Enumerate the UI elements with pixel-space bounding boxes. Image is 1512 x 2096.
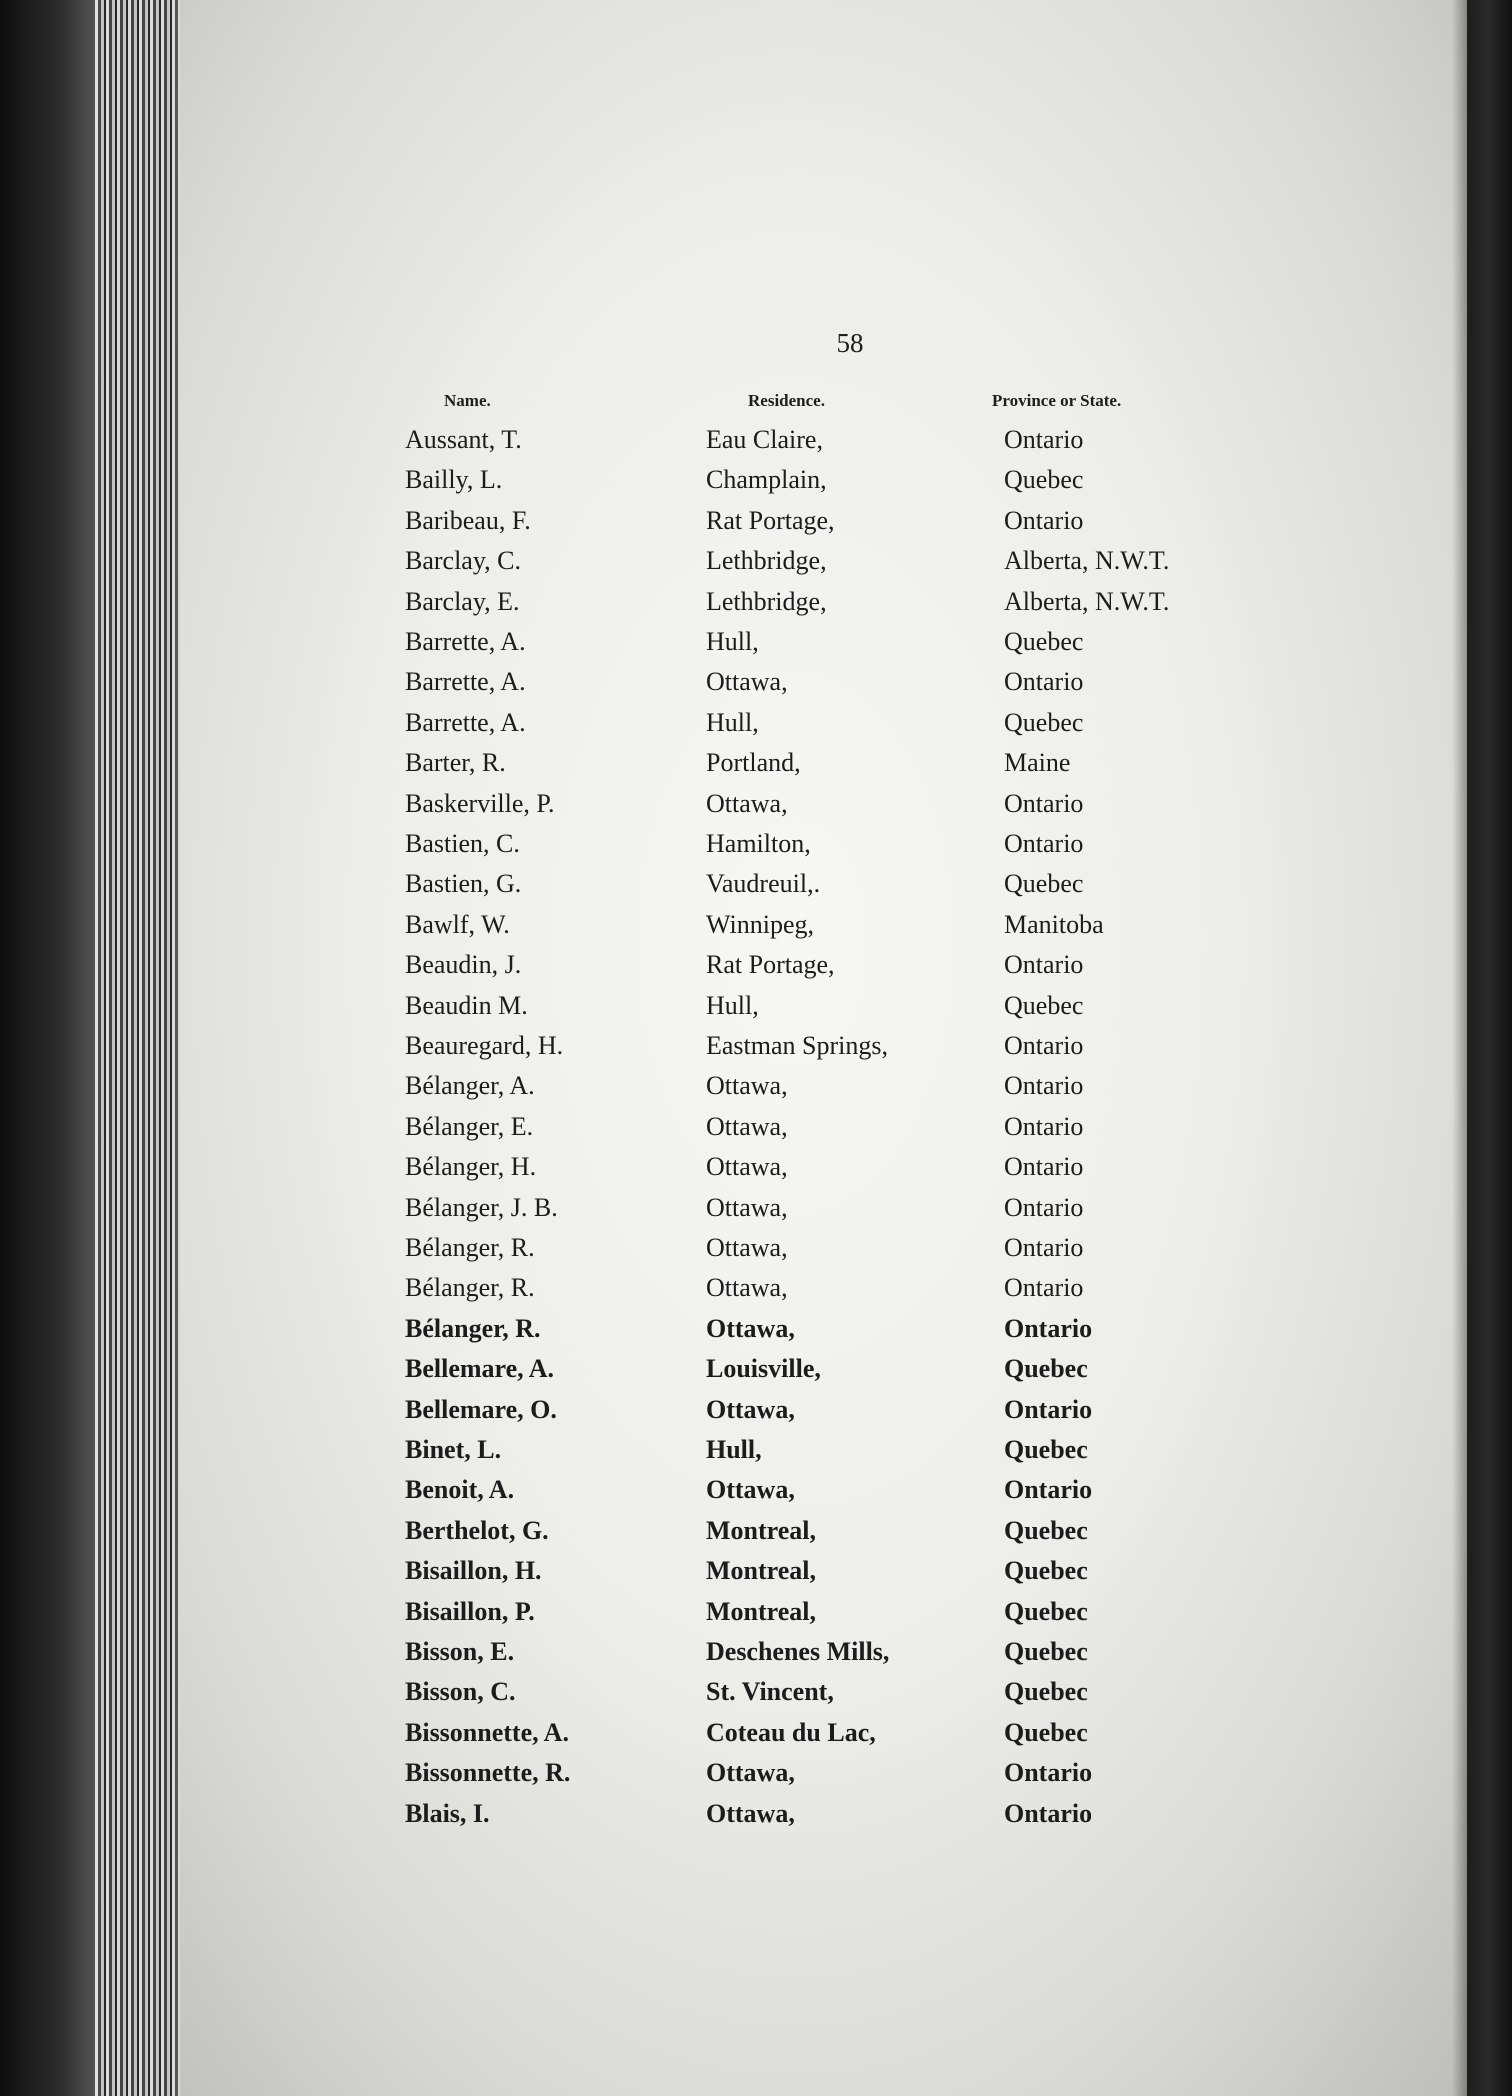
entry-name: Bisson, C. [405,1677,516,1707]
entry-name: Blais, I. [405,1798,490,1828]
entry-province: Ontario [1004,667,1084,697]
entry-province: Quebec [1004,1435,1088,1464]
entry-residence: St. Vincent, [706,1677,834,1707]
list-item [0,420,1512,460]
entry-province: Ontario [1004,1071,1084,1101]
entry-province: Alberta, N.W.T. [1004,546,1170,576]
list-item [0,1592,1512,1632]
entry-province: Quebec [1004,627,1084,656]
list-item [0,1268,1512,1308]
entry-residence: Eau Claire, [706,425,823,454]
column-header-name: Name. [444,391,491,410]
entry-province: Quebec [1004,1677,1088,1707]
entry-residence: Deschenes Mills, [706,1637,890,1666]
entry-province: Ontario [1004,425,1084,454]
entry-residence: Rat Portage, [706,505,835,535]
entry-residence: Ottawa, [706,1233,788,1262]
entry-name: Bélanger, E. [405,1111,534,1141]
column-header-residence: Residence. [748,391,825,410]
entry-residence: Montreal, [706,1556,816,1586]
entry-name: Bélanger, R. [405,1233,535,1262]
entry-province: Ontario [1004,505,1084,535]
entry-name: Beaudin M. [405,990,528,1020]
list-item [0,1672,1512,1712]
entry-name: Bissonnette, R. [405,1758,571,1788]
entry-residence: Ottawa, [706,1798,795,1828]
entry-name: Bawlf, W. [405,909,510,939]
entry-name: Binet, L. [405,1435,502,1464]
entry-province: Ontario [1004,829,1084,858]
list-item [0,1511,1512,1551]
entry-residence: Ottawa, [706,1273,788,1303]
entry-name: Bisaillon, P. [405,1596,535,1626]
list-item [0,784,1512,824]
list-item [0,743,1512,783]
list-item [0,1753,1512,1793]
list-item [0,1390,1512,1430]
entry-province: Quebec [1004,707,1084,737]
list-item [0,1228,1512,1268]
entry-residence: Montreal, [706,1596,816,1626]
entry-residence: Ottawa, [706,1394,795,1424]
entry-residence: Lethbridge, [706,586,827,616]
entry-name: Bélanger, R. [405,1273,535,1303]
list-item [0,1107,1512,1147]
entry-province: Ontario [1004,1233,1084,1262]
entry-name: Baribeau, F. [405,505,531,535]
entry-residence: Montreal, [706,1515,816,1545]
list-item [0,1066,1512,1106]
entry-name: Bellemare, A. [405,1354,554,1384]
list-item [0,1349,1512,1389]
entry-residence: Lethbridge, [706,546,827,576]
entry-province: Quebec [1004,869,1084,899]
entry-name: Bissonnette, A. [405,1717,569,1747]
entry-name: Bélanger, J. B. [405,1192,558,1222]
entry-province: Ontario [1004,1192,1084,1222]
entry-residence: Ottawa, [706,1758,795,1788]
entry-residence: Hull, [706,707,759,737]
list-item [0,905,1512,945]
entry-residence: Ottawa, [706,1475,795,1505]
entry-province: Maine [1004,748,1071,778]
entry-province: Ontario [1004,1394,1093,1424]
entry-province: Ontario [1004,1111,1084,1141]
entry-name: Aussant, T. [405,425,522,454]
entry-residence: Ottawa, [706,1071,788,1101]
entry-residence: Ottawa, [706,1313,795,1343]
list-item [0,1551,1512,1591]
entry-residence: Hull, [706,990,759,1020]
list-item [0,1147,1512,1187]
list-item [0,1309,1512,1349]
list-item [0,1794,1512,1834]
page-number: 58 [836,328,864,358]
entry-province: Ontario [1004,1273,1084,1303]
entry-residence: Champlain, [706,465,827,495]
list-item [0,824,1512,864]
entry-province: Quebec [1004,1556,1088,1586]
entry-name: Barclay, C. [405,546,521,576]
entry-province: Ontario [1004,1313,1093,1343]
list-item [0,1430,1512,1470]
list-item [0,864,1512,904]
entry-residence: Hull, [706,627,759,656]
entry-name: Bastien, C. [405,829,520,858]
entry-province: Quebec [1004,1596,1088,1626]
list-item [0,460,1512,500]
entry-province: Quebec [1004,1515,1088,1545]
entry-residence: Ottawa, [706,667,788,697]
entry-name: Barclay, E. [405,586,520,616]
entry-residence: Hamilton, [706,829,811,858]
list-item [0,986,1512,1026]
entry-residence: Winnipeg, [706,909,814,939]
entry-province: Ontario [1004,1152,1084,1182]
entry-residence: Louisville, [706,1354,821,1384]
entry-name: Beauregard, H. [405,1031,564,1060]
list-item [0,501,1512,541]
entry-name: Barrette, A. [405,627,526,656]
entry-province: Ontario [1004,1758,1093,1788]
entry-name: Bastien, G. [405,869,522,899]
entry-name: Barrette, A. [405,707,526,737]
list-item [0,703,1512,743]
list-item [0,1188,1512,1228]
entry-province: Quebec [1004,1717,1088,1747]
list-item [0,582,1512,622]
entry-name: Bellemare, O. [405,1394,557,1424]
list-item [0,662,1512,702]
list-item [0,1470,1512,1510]
entry-name: Baskerville, P. [405,788,555,818]
entry-name: Beaudin, J. [405,950,522,980]
entry-residence: Ottawa, [706,788,788,818]
entry-residence: Ottawa, [706,1152,788,1182]
entry-name: Bélanger, R. [405,1313,541,1343]
entry-province: Ontario [1004,1798,1093,1828]
entry-province: Ontario [1004,1031,1084,1060]
entry-name: Bisson, E. [405,1637,515,1666]
entry-name: Bélanger, A. [405,1071,535,1101]
entry-province: Ontario [1004,1475,1093,1505]
entry-province: Ontario [1004,950,1084,980]
entry-province: Quebec [1004,465,1084,495]
entry-residence: Portland, [706,748,801,778]
list-item [0,1632,1512,1672]
entry-province: Ontario [1004,788,1084,818]
list-item [0,622,1512,662]
entry-residence: Vaudreuil,. [706,869,821,899]
entry-name: Barter, R. [405,748,506,778]
entry-province: Alberta, N.W.T. [1004,586,1170,616]
entry-residence: Hull, [706,1435,762,1464]
entry-name: Benoit, A. [405,1475,515,1505]
entry-province: Quebec [1004,1354,1088,1384]
entry-province: Quebec [1004,990,1084,1020]
list-item [0,945,1512,985]
entry-name: Berthelot, G. [405,1515,549,1545]
entry-name: Barrette, A. [405,667,526,697]
entry-residence: Ottawa, [706,1192,788,1222]
entry-province: Quebec [1004,1637,1088,1666]
entry-residence: Ottawa, [706,1111,788,1141]
column-header-province: Province or State. [992,391,1122,410]
list-item [0,1026,1512,1066]
list-item [0,1713,1512,1753]
entry-name: Bisaillon, H. [405,1556,542,1586]
entry-residence: Coteau du Lac, [706,1717,876,1747]
list-item [0,541,1512,581]
entry-residence: Rat Portage, [706,950,835,980]
entry-name: Bailly, L. [405,465,503,495]
entry-province: Manitoba [1004,909,1104,939]
entry-name: Bélanger, H. [405,1152,537,1182]
entry-residence: Eastman Springs, [706,1031,888,1060]
